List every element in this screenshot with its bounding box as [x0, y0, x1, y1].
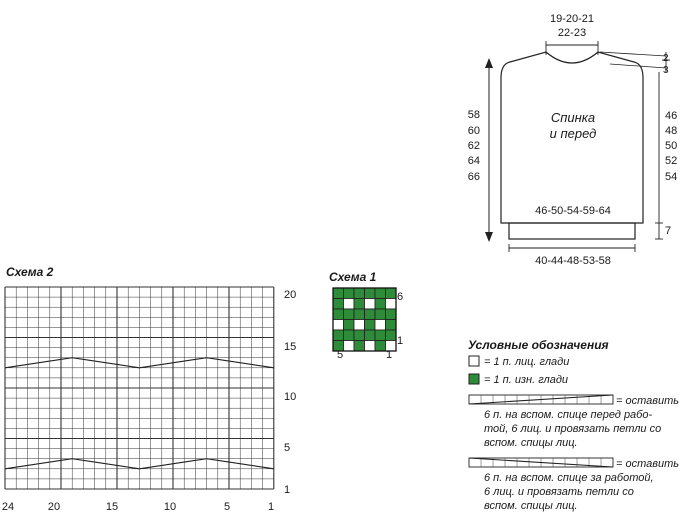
scheme1-cell — [354, 299, 365, 310]
scheme1-cell — [333, 320, 344, 331]
shoulder-guide-2 — [610, 64, 666, 68]
scheme1-cell — [354, 330, 365, 341]
legend-cable-front-symbol — [469, 395, 613, 404]
rib-height-label: 7 — [665, 225, 672, 237]
garment-schematic — [468, 13, 678, 267]
scheme2-title: Схема 2 — [6, 265, 54, 279]
scheme2-row-label: 10 — [284, 391, 297, 403]
armhole-label-3: 50 — [665, 140, 678, 152]
neck-width-label-1: 19-20-21 — [549, 13, 595, 25]
legend-item4-line3: вспом. спицы лиц. — [484, 500, 578, 512]
scheme1 — [329, 270, 403, 361]
scheme2-row-label: 1 — [284, 484, 291, 496]
legend-item3-line2: той, 6 лиц. и провязать петли со — [484, 423, 662, 435]
scheme2-col-label: 10 — [163, 501, 177, 513]
scheme1-title: Схема 1 — [329, 270, 377, 284]
scheme1-col-label: 5 — [336, 349, 344, 361]
scheme1-cell — [386, 288, 397, 299]
legend-item-purl: = 1 п. изн. глади — [484, 374, 569, 386]
scheme2-row-label: 15 — [284, 341, 297, 353]
scheme2-col-label: 5 — [223, 501, 231, 513]
scheme1-row-label: 1 — [397, 335, 404, 347]
legend-item-knit: = 1 п. лиц. глади — [484, 356, 570, 368]
scheme1-row-label: 6 — [397, 291, 404, 303]
legend-knit-swatch — [469, 356, 479, 366]
scheme1-cell — [386, 309, 397, 320]
scheme2-col-label: 15 — [105, 501, 119, 513]
scheme1-cell — [344, 330, 355, 341]
scheme1-cell — [365, 309, 376, 320]
scheme1-cell — [333, 299, 344, 310]
scheme1-cell — [354, 320, 365, 331]
scheme1-cell — [375, 320, 386, 331]
length-label-3: 62 — [467, 140, 480, 152]
length-arrow-head-bottom — [485, 232, 493, 242]
length-arrow-head-top — [485, 58, 493, 68]
scheme2-row-label: 5 — [284, 442, 291, 454]
shoulder-drop-label-1: 2 — [663, 53, 669, 64]
shoulder-drop-label-2: 3 — [663, 65, 669, 76]
scheme1-cell — [365, 288, 376, 299]
legend-item4-line1: 6 п. на вспом. спице за работой, — [484, 472, 654, 484]
scheme1-cell — [333, 288, 344, 299]
length-label-5: 66 — [467, 171, 480, 183]
scheme1-cell — [375, 309, 386, 320]
length-label-2: 60 — [467, 125, 480, 137]
scheme2-col-label: 24 — [1, 501, 15, 513]
scheme1-cell — [386, 299, 397, 310]
armhole-label-5: 54 — [665, 171, 678, 183]
scheme1-cell — [344, 299, 355, 310]
scheme2-col-label: 20 — [47, 501, 61, 513]
scheme2 — [2, 265, 296, 513]
scheme1-cell — [365, 320, 376, 331]
armhole-label-1: 46 — [665, 110, 678, 122]
length-label-1: 58 — [467, 109, 480, 121]
scheme1-cell — [365, 341, 376, 352]
garment-rib-band — [509, 223, 635, 239]
garment-label-2: и перед — [549, 126, 597, 141]
scheme1-cell — [386, 320, 397, 331]
scheme1-cell — [386, 330, 397, 341]
scheme1-cell — [354, 341, 365, 352]
legend-cable-back-symbol — [469, 458, 613, 467]
scheme1-cell — [354, 288, 365, 299]
hem-width-label: 40-44-48-53-58 — [535, 255, 611, 267]
neck-width-label-2: 22-23 — [557, 27, 587, 39]
armhole-label-4: 52 — [665, 155, 678, 167]
scheme1-cell — [344, 309, 355, 320]
scheme1-cell — [365, 299, 376, 310]
length-label-4: 64 — [467, 155, 480, 167]
scheme1-cell — [333, 330, 344, 341]
legend-item3-head: = оставить — [616, 395, 680, 407]
legend-item3-line1: 6 п. на вспом. спице перед рабо- — [484, 409, 653, 421]
scheme1-cell — [344, 341, 355, 352]
armhole-label-2: 48 — [665, 125, 678, 137]
scheme1-col-label: 1 — [385, 349, 393, 361]
legend-item3-line3: вспом. спицы лиц. — [484, 437, 578, 449]
scheme1-cell — [344, 288, 355, 299]
scheme2-grid — [5, 287, 274, 489]
scheme1-cell — [375, 341, 386, 352]
legend — [468, 338, 679, 512]
legend-item4-line2: 6 лиц. и провязать петли со — [484, 486, 634, 498]
scheme2-col-label: 1 — [267, 501, 275, 513]
scheme2-row-label: 20 — [284, 289, 297, 301]
legend-item4-head: = оставить — [616, 458, 680, 470]
legend-title: Условные обозначения — [468, 338, 609, 352]
chest-width-label: 46-50-54-59-64 — [535, 205, 611, 217]
scheme1-cell — [375, 330, 386, 341]
garment-label-1: Спинка — [550, 110, 596, 125]
scheme1-cell — [344, 320, 355, 331]
scheme1-cell — [365, 330, 376, 341]
scheme1-cell — [354, 309, 365, 320]
legend-purl-swatch — [469, 374, 479, 384]
scheme1-cell — [375, 288, 386, 299]
scheme1-cell — [333, 309, 344, 320]
scheme1-cell — [375, 299, 386, 310]
scheme1-grid — [333, 288, 396, 351]
